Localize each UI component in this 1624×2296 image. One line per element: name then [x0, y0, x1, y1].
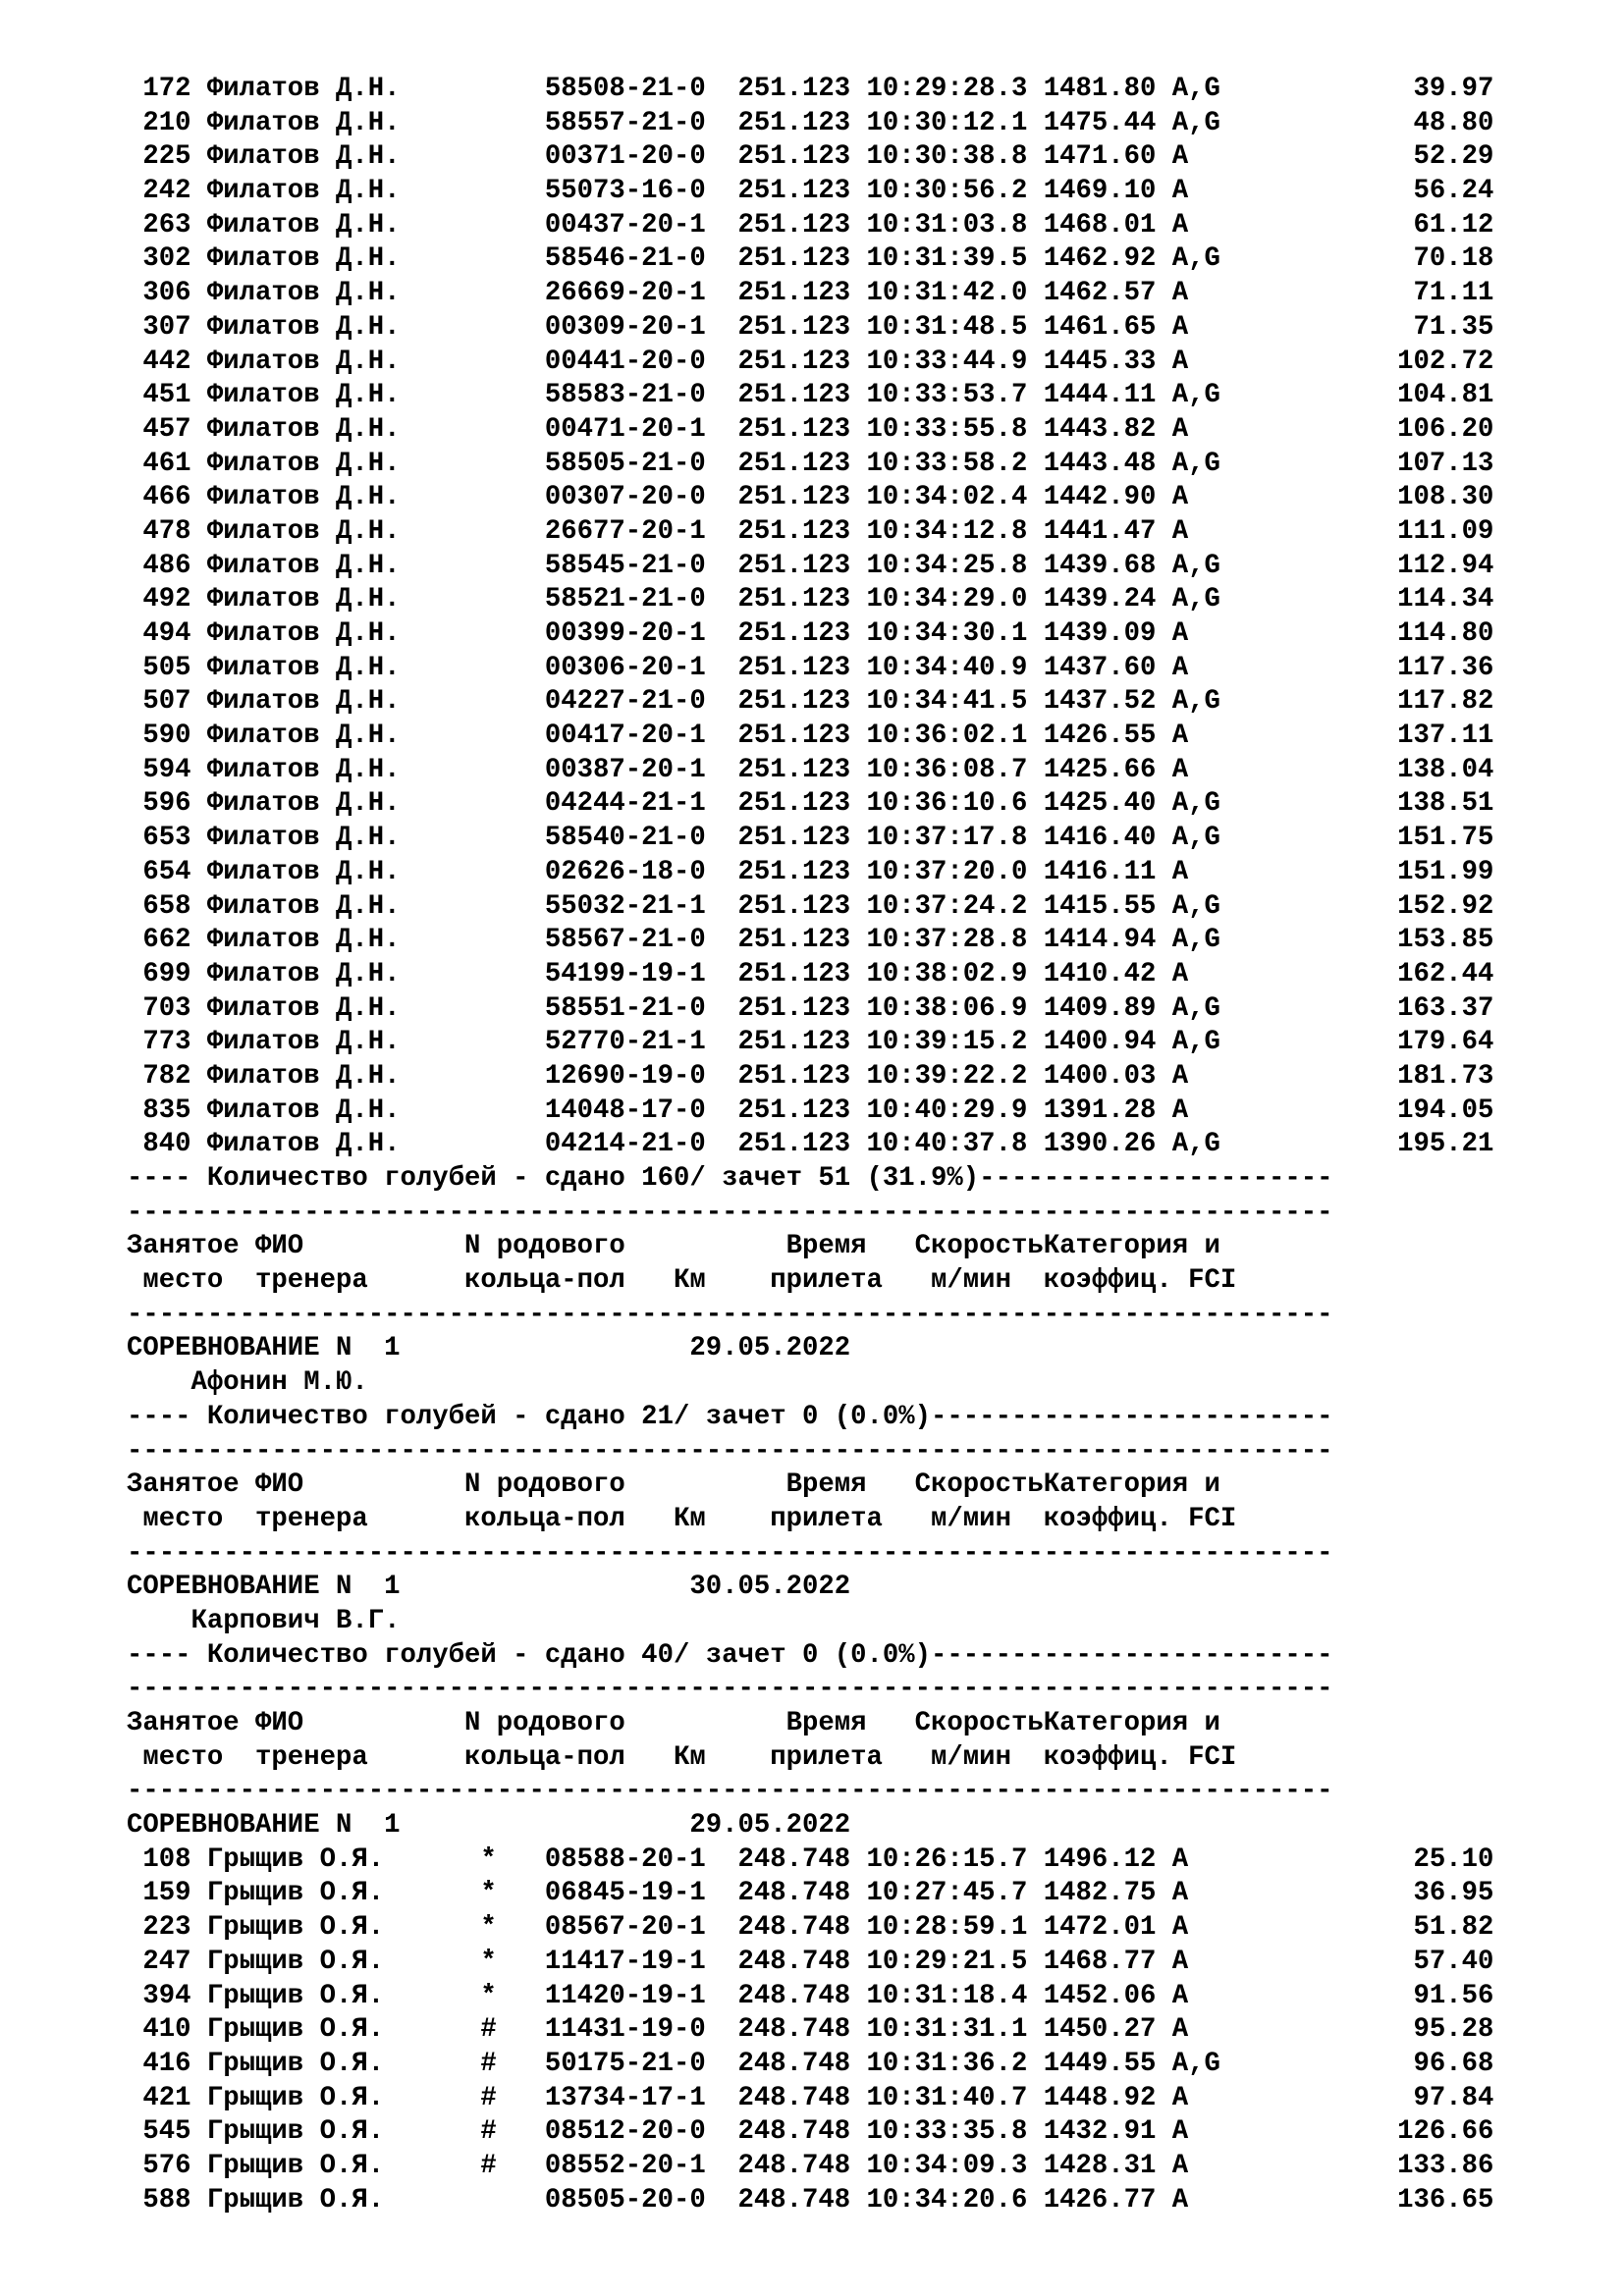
- result-row: 505 Филатов Д.Н. 00306-20-1 251.123 10:34:40.9 1437.60 A 117.36: [127, 652, 1494, 683]
- divider: ---------------------------------------------------------------------------: [127, 1674, 1333, 1705]
- result-row: 247 Грыщив О.Я. * 11417-19-1 248.748 10:29:21.5 1468.77 A 57.40: [127, 1946, 1494, 1977]
- result-row: 576 Грыщив О.Я. # 08552-20-1 248.748 10:34:09.3 1428.31 A 133.86: [127, 2150, 1494, 2181]
- divider: ---------------------------------------------------------------------------: [127, 1299, 1333, 1330]
- competition-line: СОРЕВНОВАНИЕ N 1 29.05.2022: [127, 1810, 851, 1842]
- column-header-row-2: место тренера кольца-пол Км прилета м/мин коэффиц. FCI: [127, 1265, 1237, 1297]
- owner-name: Афонин М.Ю.: [127, 1367, 368, 1399]
- result-row: 410 Грыщив О.Я. # 11431-19-0 248.748 10:31:31.1 1450.27 A 95.28: [127, 2014, 1494, 2046]
- result-row: 223 Грыщив О.Я. * 08567-20-1 248.748 10:28:59.1 1472.01 A 51.82: [127, 1912, 1494, 1944]
- result-row: 486 Филатов Д.Н. 58545-21-0 251.123 10:34:25.8 1439.68 A,G 112.94: [127, 550, 1494, 581]
- result-row: 492 Филатов Д.Н. 58521-21-0 251.123 10:34:29.0 1439.24 A,G 114.34: [127, 584, 1494, 615]
- divider: ---------------------------------------------------------------------------: [127, 1537, 1333, 1569]
- result-row: 461 Филатов Д.Н. 58505-21-0 251.123 10:33:58.2 1443.48 A,G 107.13: [127, 448, 1494, 479]
- result-row: 507 Филатов Д.Н. 04227-21-0 251.123 10:34:41.5 1437.52 A,G 117.82: [127, 686, 1494, 718]
- result-row: 699 Филатов Д.Н. 54199-19-1 251.123 10:38:02.9 1410.42 A 162.44: [127, 958, 1494, 989]
- result-row: 782 Филатов Д.Н. 12690-19-0 251.123 10:39:22.2 1400.03 A 181.73: [127, 1060, 1494, 1092]
- result-row: 494 Филатов Д.Н. 00399-20-1 251.123 10:34:30.1 1439.09 A 114.80: [127, 618, 1494, 649]
- results-printout: [127, 73, 1599, 2217]
- result-row: 654 Филатов Д.Н. 02626-18-0 251.123 10:37:20.0 1416.11 A 151.99: [127, 856, 1494, 887]
- result-row: 588 Грыщив О.Я. 08505-20-0 248.748 10:34:20.6 1426.77 A 136.65: [127, 2184, 1494, 2216]
- column-header-row-1: Занятое ФИО N родового Время СкоростьКатегория и: [127, 1231, 1220, 1262]
- summary-line: ---- Количество голубей - сдано 21/ зачет 0 (0.0%)-------------------------: [127, 1401, 1333, 1432]
- result-row: 594 Филатов Д.Н. 00387-20-1 251.123 10:36:08.7 1425.66 A 138.04: [127, 754, 1494, 785]
- result-row: 840 Филатов Д.Н. 04214-21-0 251.123 10:40:37.8 1390.26 A,G 195.21: [127, 1129, 1494, 1160]
- result-row: 442 Филатов Д.Н. 00441-20-0 251.123 10:33:44.9 1445.33 A 102.72: [127, 346, 1494, 377]
- result-row: 108 Грыщив О.Я. * 08588-20-1 248.748 10:26:15.7 1496.12 A 25.10: [127, 1843, 1494, 1875]
- result-row: 306 Филатов Д.Н. 26669-20-1 251.123 10:31:42.0 1462.57 A 71.11: [127, 278, 1494, 309]
- result-row: 658 Филатов Д.Н. 55032-21-1 251.123 10:37:24.2 1415.55 A,G 152.92: [127, 890, 1494, 922]
- result-row: 394 Грыщив О.Я. * 11420-19-1 248.748 10:31:18.4 1452.06 A 91.56: [127, 1980, 1494, 2011]
- result-row: 421 Грыщив О.Я. # 13734-17-1 248.748 10:31:40.7 1448.92 A 97.84: [127, 2082, 1494, 2113]
- result-row: 835 Филатов Д.Н. 14048-17-0 251.123 10:40:29.9 1391.28 A 194.05: [127, 1095, 1494, 1126]
- column-header-row-1: Занятое ФИО N родового Время СкоростьКатегория и: [127, 1469, 1220, 1501]
- result-row: 653 Филатов Д.Н. 58540-21-0 251.123 10:37:17.8 1416.40 A,G 151.75: [127, 823, 1494, 854]
- result-row: 478 Филатов Д.Н. 26677-20-1 251.123 10:34:12.8 1441.47 A 111.09: [127, 515, 1494, 547]
- result-row: 210 Филатов Д.Н. 58557-21-0 251.123 10:30:12.1 1475.44 A,G 48.80: [127, 107, 1494, 138]
- owner-name: Карпович В.Г.: [127, 1605, 401, 1636]
- column-header-row-1: Занятое ФИО N родового Время СкоростьКатегория и: [127, 1708, 1220, 1738]
- competition-line: СОРЕВНОВАНИЕ N 1 30.05.2022: [127, 1572, 851, 1603]
- summary-line: ---- Количество голубей - сдано 40/ зачет 0 (0.0%)-------------------------: [127, 1639, 1333, 1671]
- divider: ---------------------------------------------------------------------------: [127, 1197, 1333, 1228]
- result-row: 242 Филатов Д.Н. 55073-16-0 251.123 10:30:56.2 1469.10 A 56.24: [127, 176, 1494, 207]
- result-row: 307 Филатов Д.Н. 00309-20-1 251.123 10:31:48.5 1461.65 A 71.35: [127, 311, 1494, 343]
- column-header-row-2: место тренера кольца-пол Км прилета м/мин коэффиц. FCI: [127, 1503, 1237, 1534]
- result-row: 466 Филатов Д.Н. 00307-20-0 251.123 10:34:02.4 1442.90 A 108.30: [127, 482, 1494, 513]
- result-row: 703 Филатов Д.Н. 58551-21-0 251.123 10:38:06.9 1409.89 A,G 163.37: [127, 992, 1494, 1024]
- result-row: 172 Филатов Д.Н. 58508-21-0 251.123 10:29:28.3 1481.80 A,G 39.97: [127, 74, 1494, 104]
- competition-line: СОРЕВНОВАНИЕ N 1 29.05.2022: [127, 1333, 851, 1364]
- result-row: 302 Филатов Д.Н. 58546-21-0 251.123 10:31:39.5 1462.92 A,G 70.18: [127, 243, 1494, 275]
- divider: ---------------------------------------------------------------------------: [127, 1435, 1333, 1467]
- result-row: 451 Филатов Д.Н. 58583-21-0 251.123 10:33:53.7 1444.11 A,G 104.81: [127, 380, 1494, 411]
- column-header-row-2: место тренера кольца-пол Км прилета м/мин коэффиц. FCI: [127, 1741, 1237, 1773]
- result-row: 263 Филатов Д.Н. 00437-20-1 251.123 10:31:03.8 1468.01 A 61.12: [127, 209, 1494, 240]
- result-row: 457 Филатов Д.Н. 00471-20-1 251.123 10:33:55.8 1443.82 A 106.20: [127, 413, 1494, 445]
- result-row: 225 Филатов Д.Н. 00371-20-0 251.123 10:30:38.8 1471.60 A 52.29: [127, 141, 1494, 173]
- result-row: 596 Филатов Д.Н. 04244-21-1 251.123 10:36:10.6 1425.40 A,G 138.51: [127, 788, 1494, 820]
- result-row: 545 Грыщив О.Я. # 08512-20-0 248.748 10:33:35.8 1432.91 A 126.66: [127, 2116, 1494, 2148]
- result-row: 773 Филатов Д.Н. 52770-21-1 251.123 10:39:15.2 1400.94 A,G 179.64: [127, 1027, 1494, 1058]
- summary-line: ---- Количество голубей - сдано 160/ зачет 51 (31.9%)----------------------: [127, 1163, 1333, 1194]
- result-row: 159 Грыщив О.Я. * 06845-19-1 248.748 10:27:45.7 1482.75 A 36.95: [127, 1878, 1494, 1909]
- result-row: 662 Филатов Д.Н. 58567-21-0 251.123 10:37:28.8 1414.94 A,G 153.85: [127, 925, 1494, 956]
- result-row: 416 Грыщив О.Я. # 50175-21-0 248.748 10:31:36.2 1449.55 A,G 96.68: [127, 2048, 1494, 2079]
- divider: ---------------------------------------------------------------------------: [127, 1776, 1333, 1807]
- result-row: 590 Филатов Д.Н. 00417-20-1 251.123 10:36:02.1 1426.55 A 137.11: [127, 721, 1494, 752]
